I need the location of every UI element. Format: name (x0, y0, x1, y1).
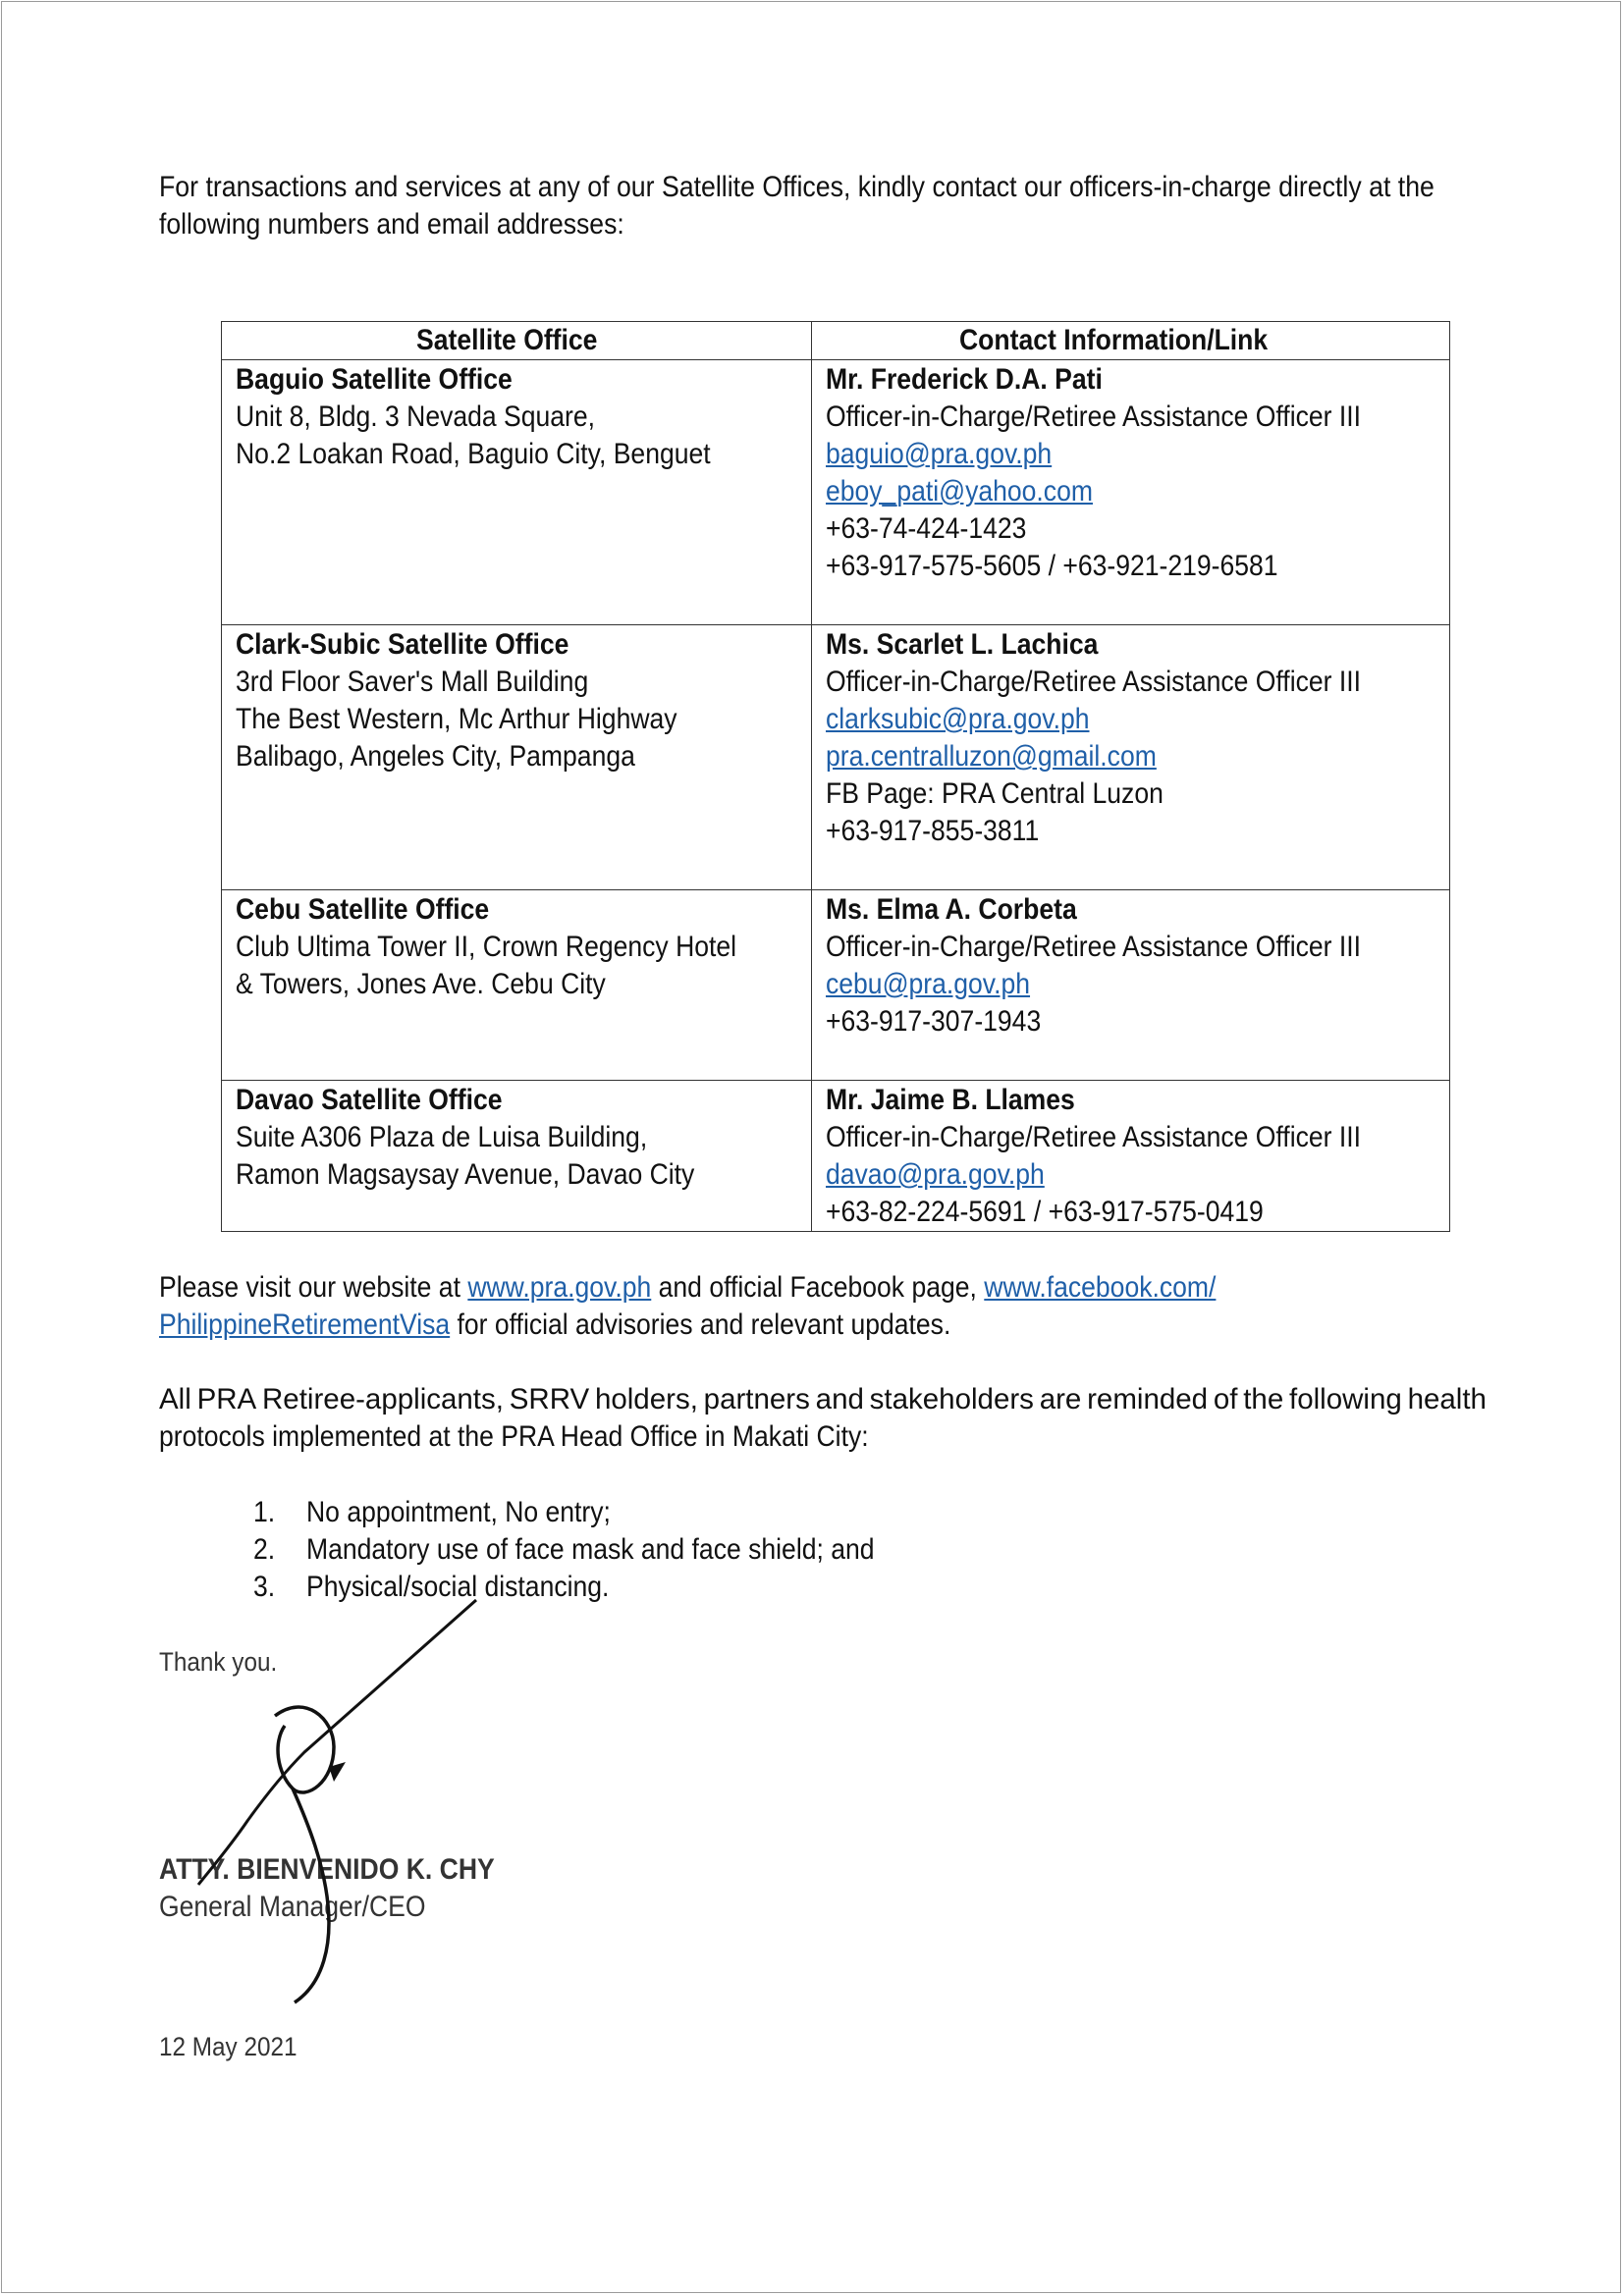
phone-number: +63-917-855-3811 (826, 815, 1040, 847)
phone-number: +63-82-224-5691 / +63-917-575-0419 (826, 1196, 1264, 1228)
protocols-word: and (815, 1383, 864, 1415)
protocols-list (253, 1494, 938, 1606)
officer-role: Officer-in-Charge/Retiree Assistance Officer III (826, 1121, 1361, 1153)
protocols-word: Retiree-applicants, (262, 1383, 504, 1415)
table-row (222, 890, 1450, 1081)
thank-you: Thank you. (159, 1647, 278, 1677)
table-header-row (222, 322, 1450, 360)
intro-paragraph (159, 169, 1487, 243)
facebook-link-part1[interactable]: www.facebook.com/ (984, 1271, 1217, 1304)
protocols-line-2: protocols implemented at the PRA Head Office in Makati City: (159, 1420, 869, 1453)
email-link[interactable]: davao@pra.gov.ph (826, 1158, 1045, 1191)
office-address-line: Unit 8, Bldg. 3 Nevada Square, (236, 400, 596, 433)
email-link[interactable]: eboy_pati@yahoo.com (826, 475, 1093, 507)
table-row (222, 360, 1450, 625)
office-name: Clark-Subic Satellite Office (236, 628, 569, 661)
email-link[interactable]: clarksubic@pra.gov.ph (826, 703, 1090, 735)
list-item (253, 1569, 938, 1606)
officer-name: Mr. Jaime B. Llames (826, 1084, 1075, 1116)
officer-name: Mr. Frederick D.A. Pati (826, 363, 1103, 396)
list-text: Physical/social distancing. (306, 1571, 610, 1603)
protocols-word: reminded (1087, 1383, 1209, 1415)
contact-cell (812, 360, 1450, 625)
office-cell (222, 360, 812, 625)
officer-name: Ms. Elma A. Corbeta (826, 893, 1077, 926)
office-address-line: 3rd Floor Saver's Mall Building (236, 666, 589, 698)
visit-paragraph (159, 1269, 1487, 1344)
protocols-word: the (1243, 1383, 1284, 1415)
phone-number: +63-74-424-1423 (826, 512, 1027, 545)
protocols-word: are (1039, 1383, 1082, 1415)
protocols-word: holders, (594, 1383, 698, 1415)
signatory-block (159, 1851, 1487, 1926)
table-row (222, 625, 1450, 890)
facebook-link-part2[interactable]: PhilippineRetirementVisa (159, 1308, 451, 1341)
list-number: 3. (253, 1571, 276, 1603)
protocols-word: partners (703, 1383, 810, 1415)
visit-text-post: for official advisories and relevant updates. (457, 1308, 951, 1341)
contact-cell (812, 890, 1450, 1081)
list-item (253, 1531, 938, 1569)
office-address-line: Balibago, Angeles City, Pampanga (236, 740, 635, 773)
document-date: 12 May 2021 (159, 2032, 298, 2061)
protocols-word: of (1213, 1383, 1238, 1415)
office-address-line: Ramon Magsaysay Avenue, Davao City (236, 1158, 695, 1191)
visit-text-pre: Please visit our website at (159, 1271, 460, 1304)
office-cell (222, 625, 812, 890)
signatory-name: ATTY. BIENVENIDO K. CHY (159, 1853, 495, 1886)
protocols-word: All (159, 1383, 191, 1415)
contact-cell (812, 625, 1450, 890)
protocols-paragraph (159, 1381, 1487, 1456)
office-address-line: Club Ultima Tower II, Crown Regency Hotel (236, 931, 737, 963)
list-number: 2. (253, 1533, 276, 1566)
office-address-line: The Best Western, Mc Arthur Highway (236, 703, 677, 735)
phone-number: +63-917-307-1943 (826, 1005, 1042, 1038)
officer-name: Ms. Scarlet L. Lachica (826, 628, 1099, 661)
protocols-word: health (1407, 1383, 1487, 1415)
officer-role: Officer-in-Charge/Retiree Assistance Officer III (826, 400, 1361, 433)
email-link[interactable]: cebu@pra.gov.ph (826, 968, 1031, 1000)
office-address-line: No.2 Loakan Road, Baguio City, Benguet (236, 438, 711, 470)
contact-cell (812, 1081, 1450, 1232)
protocols-word: PRA (196, 1383, 257, 1415)
officer-role: Officer-in-Charge/Retiree Assistance Officer III (826, 931, 1361, 963)
facebook-page-text: FB Page: PRA Central Luzon (826, 777, 1164, 810)
protocols-word: SRRV (509, 1383, 590, 1415)
table-row (222, 1081, 1450, 1232)
list-item (253, 1494, 938, 1531)
list-text: No appointment, No entry; (306, 1496, 611, 1528)
office-name: Cebu Satellite Office (236, 893, 490, 926)
office-address-line: Suite A306 Plaza de Luisa Building, (236, 1121, 648, 1153)
officer-role: Officer-in-Charge/Retiree Assistance Officer III (826, 666, 1361, 698)
header-contact-information: Contact Information/Link (812, 322, 1450, 360)
website-link[interactable]: www.pra.gov.ph (467, 1271, 652, 1304)
protocols-word: following (1289, 1383, 1402, 1415)
office-cell (222, 1081, 812, 1232)
office-address-line: & Towers, Jones Ave. Cebu City (236, 968, 606, 1000)
signatory-title: General Manager/CEO (159, 1891, 426, 1923)
intro-line-1: For transactions and services at any of our Satellite Offices, kindly contact our officers-in-charge directly at the (159, 171, 1435, 203)
satellite-offices-table (221, 321, 1450, 1232)
protocols-word: stakeholders (869, 1383, 1034, 1415)
list-text: Mandatory use of face mask and face shield; and (306, 1533, 875, 1566)
office-name: Davao Satellite Office (236, 1084, 503, 1116)
protocols-line-1 (159, 1381, 1487, 1418)
list-number: 1. (253, 1496, 276, 1528)
office-cell (222, 890, 812, 1081)
intro-line-2: following numbers and email addresses: (159, 208, 624, 240)
office-name: Baguio Satellite Office (236, 363, 513, 396)
visit-text-mid: and official Facebook page, (658, 1271, 977, 1304)
email-link[interactable]: pra.centralluzon@gmail.com (826, 740, 1157, 773)
email-link[interactable]: baguio@pra.gov.ph (826, 438, 1053, 470)
phone-number: +63-917-575-5605 / +63-921-219-6581 (826, 550, 1278, 582)
header-satellite-office: Satellite Office (222, 322, 812, 360)
